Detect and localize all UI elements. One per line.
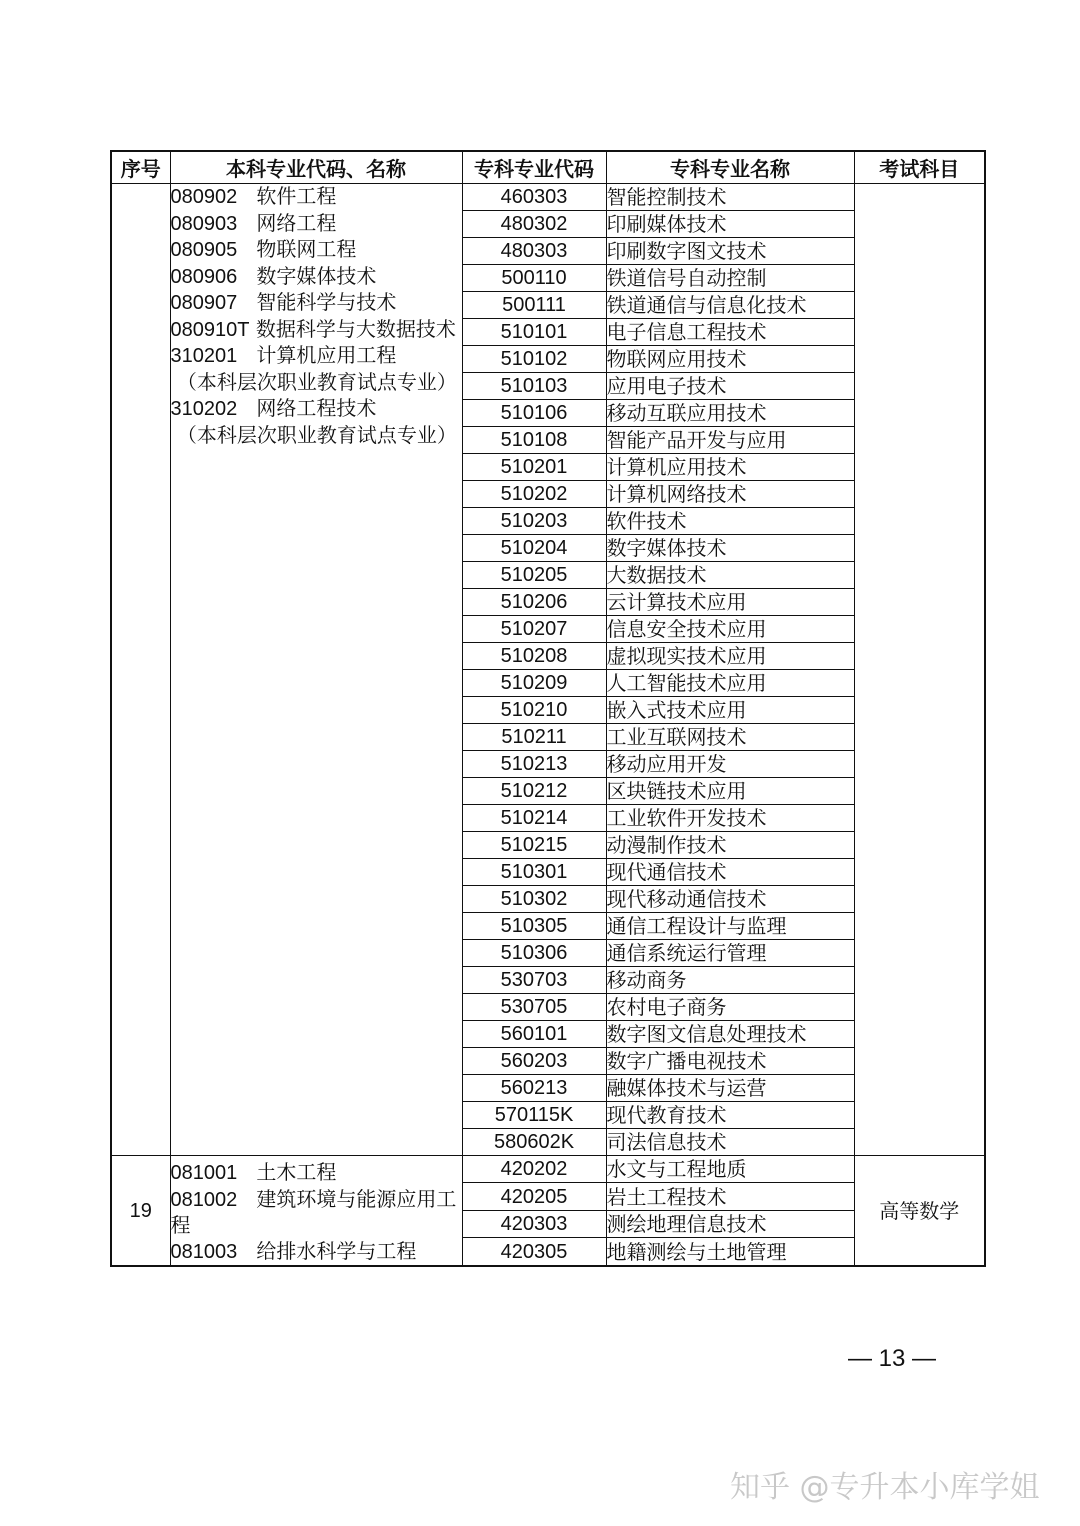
college-code-cell: 510213: [462, 751, 606, 778]
college-name-cell: 水文与工程地质: [606, 1156, 854, 1183]
college-name-cell: 印刷数字图文技术: [606, 238, 854, 265]
bachelor-item: [171, 1187, 462, 1239]
college-code-cell: 510206: [462, 589, 606, 616]
college-name-cell: 现代教育技术: [606, 1102, 854, 1129]
college-name-cell: 通信工程设计与监理: [606, 913, 854, 940]
subject-cell: [854, 184, 985, 1156]
bachelor-name: 土木工程: [256, 1160, 337, 1184]
college-code-cell: 510210: [462, 697, 606, 724]
table-row: [111, 1156, 985, 1183]
college-name-cell: 智能控制技术: [606, 184, 854, 211]
bachelor-code: 081003: [170, 1240, 238, 1263]
college-code-cell: 510207: [462, 616, 606, 643]
college-code-cell: 530703: [462, 967, 606, 994]
college-code-cell: 420205: [462, 1183, 606, 1210]
college-name-cell: 人工智能技术应用: [606, 670, 854, 697]
college-code-cell: 510108: [462, 427, 606, 454]
college-code-cell: 420202: [462, 1156, 606, 1183]
college-code-cell: 510101: [462, 319, 606, 346]
college-code-cell: 560213: [462, 1075, 606, 1102]
college-name-cell: 数字广播电视技术: [606, 1048, 854, 1075]
college-name-cell: 嵌入式技术应用: [606, 697, 854, 724]
bachelor-item: [171, 290, 462, 317]
college-name-cell: 地籍测绘与土地管理: [606, 1238, 854, 1266]
college-code-cell: 510301: [462, 859, 606, 886]
bachelor-item: [171, 343, 462, 370]
college-name-cell: 移动应用开发: [606, 751, 854, 778]
college-code-cell: 560101: [462, 1021, 606, 1048]
college-code-cell: 510302: [462, 886, 606, 913]
college-name-cell: 岩土工程技术: [606, 1183, 854, 1210]
college-code-cell: 530705: [462, 994, 606, 1021]
seq-cell: [111, 184, 170, 1156]
college-name-cell: 工业软件开发技术: [606, 805, 854, 832]
college-code-cell: 510205: [462, 562, 606, 589]
bachelor-name: 网络工程技术: [256, 396, 377, 420]
college-name-cell: 移动互联应用技术: [606, 400, 854, 427]
college-name-cell: 智能产品开发与应用: [606, 427, 854, 454]
college-name-cell: 工业互联网技术: [606, 724, 854, 751]
college-code-cell: 510215: [462, 832, 606, 859]
bachelor-code: 310202: [170, 398, 238, 420]
bachelor-name: 物联网工程: [256, 237, 357, 261]
bachelor-name: 软件工程: [256, 184, 337, 208]
college-name-cell: 司法信息技术: [606, 1129, 854, 1156]
bachelor-item: [171, 1239, 462, 1266]
college-code-cell: 510203: [462, 508, 606, 535]
college-code-cell: 500111: [462, 292, 606, 319]
bachelor-name: 建筑环境与能源应用工程: [170, 1186, 457, 1237]
college-code-cell: 510106: [462, 400, 606, 427]
bachelor-code: 081002: [170, 1188, 238, 1211]
college-name-cell: 计算机网络技术: [606, 481, 854, 508]
college-code-cell: 570115K: [462, 1102, 606, 1129]
college-code-cell: 480302: [462, 211, 606, 238]
college-name-cell: 数字图文信息处理技术: [606, 1021, 854, 1048]
bachelor-code: 310201: [170, 345, 238, 367]
college-code-cell: 510209: [462, 670, 606, 697]
college-code-cell: 510306: [462, 940, 606, 967]
college-name-cell: 应用电子技术: [606, 373, 854, 400]
bachelor-name: （本科层次职业教育试点专业）: [176, 369, 457, 394]
header-subject: 考试科目: [854, 151, 985, 184]
bachelor-cell: [170, 1156, 462, 1267]
header-code: 专科专业代码: [462, 151, 606, 184]
college-name-cell: 云计算技术应用: [606, 589, 854, 616]
college-name-cell: 信息安全技术应用: [606, 616, 854, 643]
bachelor-name: 网络工程: [256, 210, 337, 235]
bachelor-name: （本科层次职业教育试点专业）: [176, 422, 457, 447]
header-name: 专科专业名称: [606, 151, 854, 184]
bachelor-code: 080906: [170, 265, 238, 288]
bachelor-item: [171, 264, 462, 291]
bachelor-code: 080910T: [170, 318, 250, 341]
bachelor-item: [171, 237, 462, 264]
college-code-cell: 510201: [462, 454, 606, 481]
college-name-cell: 区块链技术应用: [606, 778, 854, 805]
college-name-cell: 物联网应用技术: [606, 346, 854, 373]
bachelor-name: 给排水科学与工程: [256, 1238, 417, 1263]
bachelor-code: 080902: [170, 186, 238, 208]
college-code-cell: 510202: [462, 481, 606, 508]
college-code-cell: 510212: [462, 778, 606, 805]
college-name-cell: 农村电子商务: [606, 994, 854, 1021]
college-code-cell: 510208: [462, 643, 606, 670]
bachelor-name: 计算机应用工程: [256, 343, 397, 367]
college-code-cell: 510214: [462, 805, 606, 832]
college-name-cell: 铁道通信与信息化技术: [606, 292, 854, 319]
bachelor-item: [171, 184, 462, 211]
college-code-cell: 480303: [462, 238, 606, 265]
subject-cell: 高等数学: [854, 1156, 985, 1267]
college-code-cell: 420303: [462, 1210, 606, 1237]
college-name-cell: 通信系统运行管理: [606, 940, 854, 967]
bachelor-code: 080903: [170, 212, 238, 235]
bachelor-code: 080907: [170, 292, 238, 314]
college-name-cell: 现代移动通信技术: [606, 886, 854, 913]
college-code-cell: 510103: [462, 373, 606, 400]
college-name-cell: 电子信息工程技术: [606, 319, 854, 346]
bachelor-name: 数字媒体技术: [256, 263, 377, 288]
watermark: 知乎 @专升本小库学姐: [730, 1470, 1040, 1505]
bachelor-item: [171, 1160, 462, 1187]
college-code-cell: 510305: [462, 913, 606, 940]
college-name-cell: 现代通信技术: [606, 859, 854, 886]
college-name-cell: 测绘地理信息技术: [606, 1210, 854, 1237]
bachelor-item: [171, 211, 462, 238]
table-row: [111, 184, 985, 211]
college-code-cell: 580602K: [462, 1129, 606, 1156]
bachelor-item: [171, 423, 462, 450]
college-name-cell: 软件技术: [606, 508, 854, 535]
bachelor-item: [171, 317, 462, 344]
bachelor-code: 080905: [170, 239, 238, 261]
college-name-cell: 铁道信号自动控制: [606, 265, 854, 292]
college-name-cell: 移动商务: [606, 967, 854, 994]
college-code-cell: 510211: [462, 724, 606, 751]
bachelor-item: [171, 370, 462, 397]
college-name-cell: 融媒体技术与运营: [606, 1075, 854, 1102]
bachelor-name: 智能科学与技术: [256, 290, 397, 314]
college-code-cell: 420305: [462, 1238, 606, 1266]
college-name-cell: 动漫制作技术: [606, 832, 854, 859]
college-name-cell: 印刷媒体技术: [606, 211, 854, 238]
bachelor-cell: [170, 184, 462, 1156]
college-name-cell: 计算机应用技术: [606, 454, 854, 481]
header-row: [111, 151, 985, 184]
college-name-cell: 数字媒体技术: [606, 535, 854, 562]
header-bachelor: 本科专业代码、名称: [170, 151, 462, 184]
college-code-cell: 510204: [462, 535, 606, 562]
header-seq: 序号: [111, 151, 170, 184]
page-number: — 13 —: [848, 1345, 937, 1372]
seq-cell: 19: [111, 1156, 170, 1267]
college-code-cell: 510102: [462, 346, 606, 373]
bachelor-code: 081001: [170, 1162, 238, 1184]
college-code-cell: 500110: [462, 265, 606, 292]
bachelor-item: [171, 396, 462, 423]
college-name-cell: 大数据技术: [606, 562, 854, 589]
bachelor-name: 数据科学与大数据技术: [255, 316, 456, 341]
major-table: [110, 150, 986, 1267]
college-name-cell: 虚拟现实技术应用: [606, 643, 854, 670]
college-code-cell: 560203: [462, 1048, 606, 1075]
college-code-cell: 460303: [462, 184, 606, 211]
